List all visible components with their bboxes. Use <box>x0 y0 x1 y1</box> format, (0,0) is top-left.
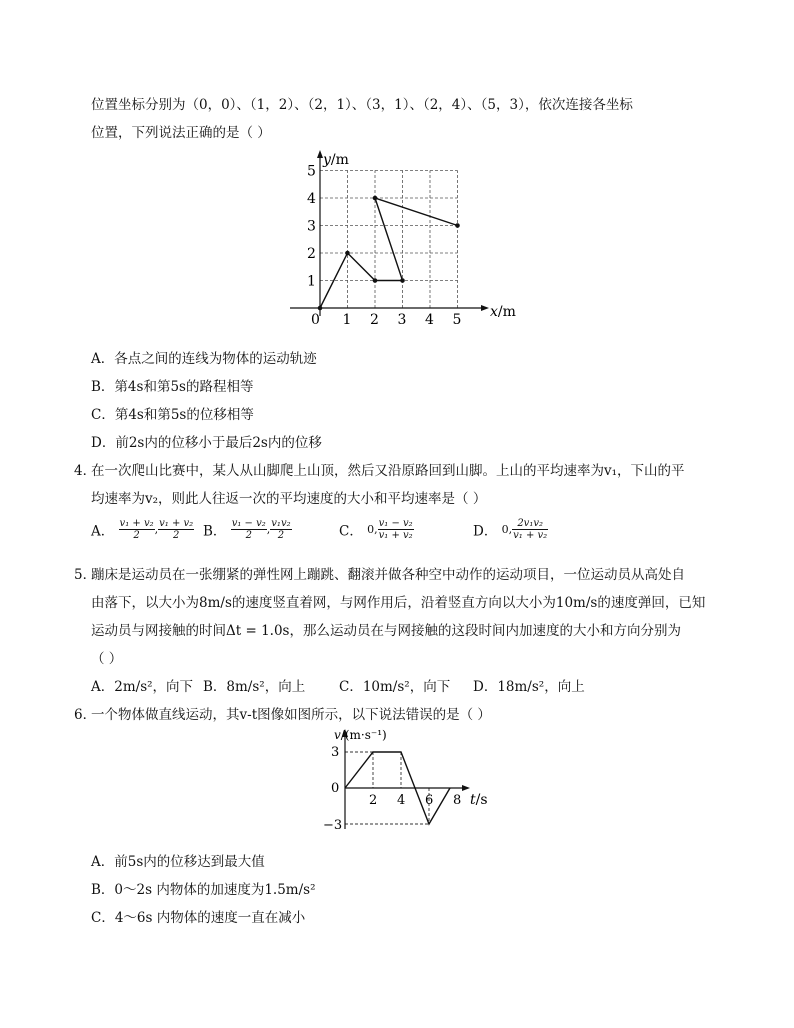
q5-option-d[interactable]: D．18m/s²，向上 <box>473 679 585 695</box>
data-point <box>318 306 323 311</box>
t-tick-label: 4 <box>397 793 406 808</box>
t-tick-label: 6 <box>425 793 434 808</box>
x-axis-arrow <box>481 305 489 311</box>
axes <box>342 729 470 829</box>
vt-graph <box>310 725 510 833</box>
q6-option-c[interactable]: C．4～6s 内物体的速度一直在减小 <box>91 910 306 926</box>
q4-stem-line2: 均速率为v₂，则此人往返一次的平均速度的大小和平均速率是（ ） <box>91 491 487 507</box>
q6-option-b[interactable]: B．0～2s 内物体的加速度为1.5m/s² <box>91 882 316 898</box>
q4-options <box>91 518 691 552</box>
q5-option-b[interactable]: B．8m/s²，向上 <box>203 679 306 695</box>
v-label-unit: /(m·s⁻¹) <box>340 728 387 742</box>
q5-stem-line4: （ ） <box>91 651 123 667</box>
x-axis-label <box>490 304 516 320</box>
q3-stem-line1: 位置坐标分别为（0，0）、（1，2）、（2，1）、（3，1）、（2，4）、（5，3），依次连接各坐标 <box>91 97 633 113</box>
v-tick-label: 0 <box>331 781 340 796</box>
q5-stem-line2: 由落下，以大小为8m/s的速度竖直着网，与网作用后，沿着竖直方向以大小为10m/s的速度弹回，已知 <box>91 595 706 611</box>
x-label-unit: /m <box>497 304 516 320</box>
y-tick-label: 4 <box>307 191 316 207</box>
y-axis-label <box>334 728 387 742</box>
q3-option-a[interactable]: A．各点之间的连线为物体的运动轨迹 <box>91 351 317 367</box>
x-tick-label: 5 <box>452 312 462 328</box>
q4-option-c[interactable]: C． 0, $\frac{\text{v₁ − v₂}}{\text{v₁ + v₂}}$ <box>339 518 413 541</box>
q3-option-d[interactable]: D．前2s内的位移小于最后2s内的位移 <box>91 435 322 451</box>
x-axis-label <box>470 792 488 808</box>
x-tick-label: 4 <box>425 312 434 328</box>
tick-labels <box>307 164 461 329</box>
q3-option-b[interactable]: B．第4s和第5s的路程相等 <box>91 379 254 395</box>
q5-option-c[interactable]: C．10m/s²，向下 <box>339 679 451 695</box>
q5-option-a[interactable]: A．2m/s²，向下 <box>91 679 194 695</box>
y-tick-label: 5 <box>307 163 316 180</box>
y-tick-label: 1 <box>307 273 316 290</box>
x-tick-label: 0 <box>311 312 320 328</box>
q5-stem-line3: 运动员与网接触的时间Δt = 1.0s，那么运动员在与网接触的这段时间内加速度的大小和方向分别为 <box>91 623 681 639</box>
data-point <box>373 278 378 283</box>
data-path <box>318 196 460 311</box>
q3-option-c[interactable]: C．第4s和第5s的位移相等 <box>91 407 254 423</box>
y-tick-label: 3 <box>307 218 316 235</box>
x-tick-label: 1 <box>342 312 352 328</box>
q3-stem-line2: 位置，下列说法正确的是（ ） <box>91 125 271 141</box>
q4-option-b[interactable]: B． $\frac{\text{v₁ − v₂}}{2}$ , $\frac{\text{v₁v₂}}{2}$ <box>203 518 291 541</box>
x-tick-label: 3 <box>397 312 407 328</box>
tick-labels <box>323 745 461 833</box>
data-point <box>345 251 350 256</box>
q4-option-a[interactable]: A． $\frac{\text{v₁ + v₂}}{2}$ , $\frac{\text{v₁ + v₂}}{2}$ <box>91 518 194 541</box>
q4-option-d[interactable]: D． 0, $\frac{\text{2v₁v₂}}{\text{v₁ + v₂}}$ <box>473 518 548 541</box>
data-point <box>400 278 405 283</box>
q6-number: 6． <box>74 707 97 723</box>
y-label-unit: /m <box>330 152 349 168</box>
q4-stem-line1: 在一次爬山比赛中，某人从山脚爬上山顶，然后又沿原路回到山脚。上山的平均速率为v₁，下山的平 <box>91 463 685 479</box>
v-tick-label: −3 <box>323 818 343 833</box>
position-graph <box>280 148 520 328</box>
v-label-var: v <box>334 728 341 742</box>
data-point <box>373 196 378 201</box>
v-tick-label: 3 <box>331 745 340 760</box>
axes <box>290 150 489 316</box>
y-label-var: y <box>323 152 331 168</box>
q4-number: 4． <box>74 463 97 479</box>
t-tick-label: 2 <box>369 793 378 808</box>
data-point <box>455 223 460 228</box>
x-label-var: x <box>490 304 498 320</box>
t-label-unit: /s <box>475 792 488 808</box>
t-tick-label: 8 <box>453 793 462 808</box>
q5-number: 5． <box>74 567 97 583</box>
t-axis-arrow <box>462 785 470 791</box>
y-tick-label: 2 <box>307 246 316 262</box>
q6-option-a[interactable]: A．前5s内的位移达到最大值 <box>91 854 265 870</box>
q5-stem-line1: 蹦床是运动员在一张绷紧的弹性网上蹦跳、翻滚并做各种空中动作的运动项目，一位运动员从高处自 <box>91 567 685 583</box>
t-label-var: t <box>470 792 476 808</box>
y-axis-label <box>322 152 349 168</box>
x-tick-label: 2 <box>370 312 379 328</box>
q6-stem-line1: 一个物体做直线运动，其v-t图像如图所示，以下说法错误的是（ ） <box>91 707 491 723</box>
